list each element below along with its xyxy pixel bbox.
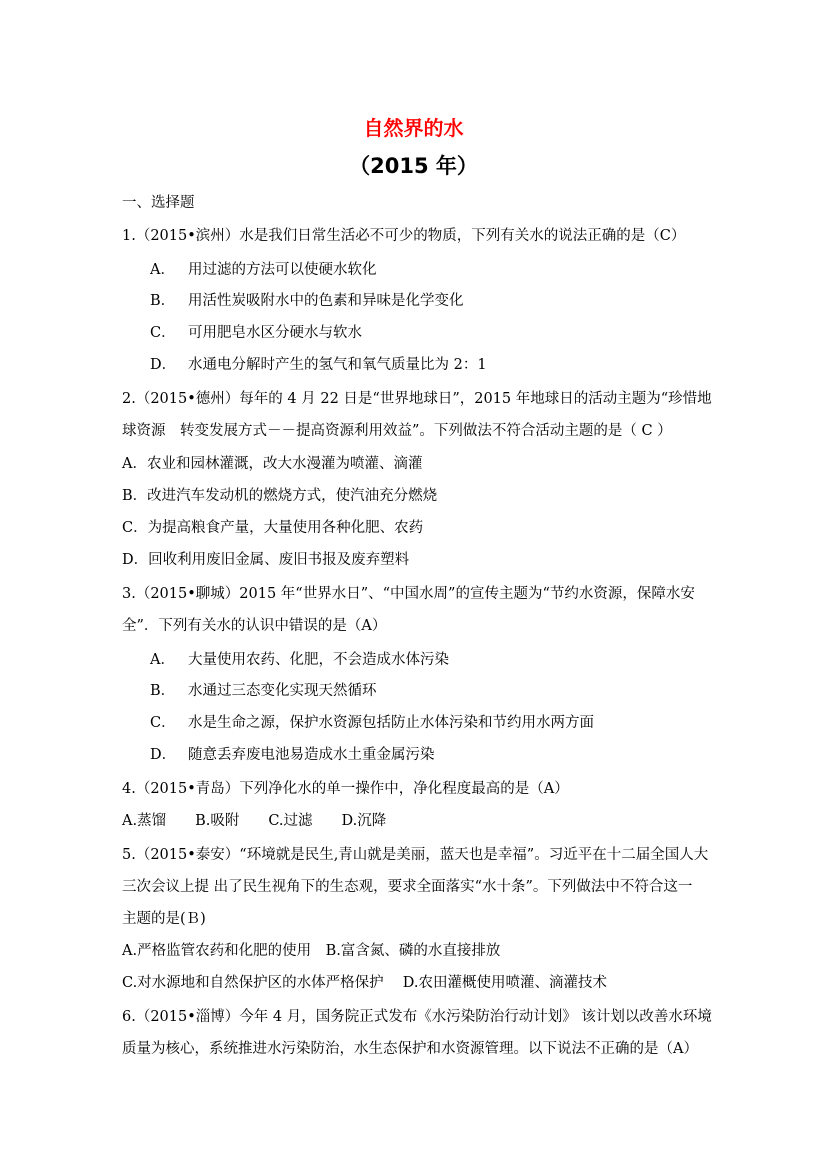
q1-option-d (150, 355, 487, 375)
q5-options-line2: C.对水源地和自然保护区的水体严格保护 D.农田灌概使用喷灌、滴灌技术 (122, 975, 608, 991)
q5-stem-line2: 三次会议上提 出了民生视角下的生态观，要求全面落实“水十条”。下列做法中不符合这一 (122, 879, 693, 895)
option-label: D． (150, 357, 177, 373)
option-text: 用过滤的方法可以使硬水软化 (188, 262, 377, 278)
page-title: 自然界的水 (363, 116, 464, 140)
option-label: B． (150, 683, 176, 699)
option-text: 可用肥皂水区分硬水与软水 (188, 325, 362, 341)
section-heading: 一、选择题 (122, 195, 195, 211)
option-text: 用活性炭吸附水中的色素和异味是化学变化 (188, 293, 464, 309)
q1-option-b (150, 291, 464, 311)
q5-stem-line1: 5.（2015•泰安）“环境就是民生,青山就是美丽，蓝天也是幸福”。习近平在十二届全国人大 (122, 847, 709, 863)
q3-option-c (150, 713, 594, 733)
option-label: A． (150, 262, 175, 278)
q3-stem-line1: 3.（2015•聊城）2015 年“世界水日”、“中国水周”的宣传主题为“节约水资源，保障水安 (122, 586, 695, 602)
q1-option-c (150, 323, 362, 343)
q2-option-a: A．农业和园林灌溉，改大水漫灌为喷灌、滴灌 (122, 456, 423, 472)
q6-stem-line2: 质量为核心，系统推进水污染防治，水生态保护和水资源管理。以下说法不正确的是（A） (122, 1041, 698, 1057)
q2-stem-line1: 2.（2015•德州）每年的 4 月 22 日是“世界地球日”，2015 年地球日的活动主题为“珍惜地 (122, 391, 712, 407)
q1-option-a (150, 260, 377, 280)
option-label: B． (150, 293, 176, 309)
q4-stem: 4.（2015•青岛）下列净化水的单一操作中，净化程度最高的是（A） (122, 781, 569, 797)
q2-option-c: C．为提高粮食产量，大量使用各种化肥、农药 (122, 520, 424, 536)
option-label: D． (150, 747, 177, 763)
q5-options-line1: A.严格监管农药和化肥的使用 B.富含氮、磷的水直接排放 (122, 943, 501, 959)
option-label: A． (150, 652, 175, 668)
option-label: C． (150, 325, 176, 341)
option-label: C． (150, 715, 176, 731)
option-text: 水通电分解时产生的氢气和氧气质量比为 2：1 (188, 357, 487, 373)
q3-option-d (150, 745, 435, 765)
option-text: 大量使用农药、化肥，不会造成水体污染 (188, 652, 449, 668)
option-text: 水通过三态变化实现天然循环 (188, 683, 377, 699)
q2-option-d: D．回收利用废旧金属、废旧书报及废弃塑料 (122, 552, 410, 568)
q4-options: A.蒸馏 B.吸附 C.过滤 D.沉降 (122, 813, 387, 829)
page-subtitle: （2015 年） (349, 154, 478, 178)
option-text: 随意丢弃废电池易造成水土重金属污染 (188, 747, 435, 763)
q2-stem-line2: 球资源 转变发展方式－－提高资源利用效益”。下列做法不符合活动主题的是（ C ） (122, 423, 672, 439)
q2-option-b: B．改进汽车发动机的燃烧方式，使汽油充分燃烧 (122, 488, 438, 504)
q1-stem: 1.（2015•滨州）水是我们日常生活必不可少的物质，下列有关水的说法正确的是（C） (122, 228, 686, 244)
option-text: 水是生命之源，保护水资源包括防止水体污染和节约用水两方面 (188, 715, 594, 731)
q3-stem-line2: 全”．下列有关水的认识中错误的是（A） (122, 618, 387, 634)
q3-option-b (150, 681, 377, 701)
q3-option-a (150, 650, 449, 670)
q6-stem-line1: 6.（2015•淄博）今年 4 月，国务院正式发布《水污染防治行动计划》 该计划以改善水环境 (122, 1009, 712, 1025)
q5-stem-line3: 主题的是(Ｂ) (122, 911, 206, 927)
